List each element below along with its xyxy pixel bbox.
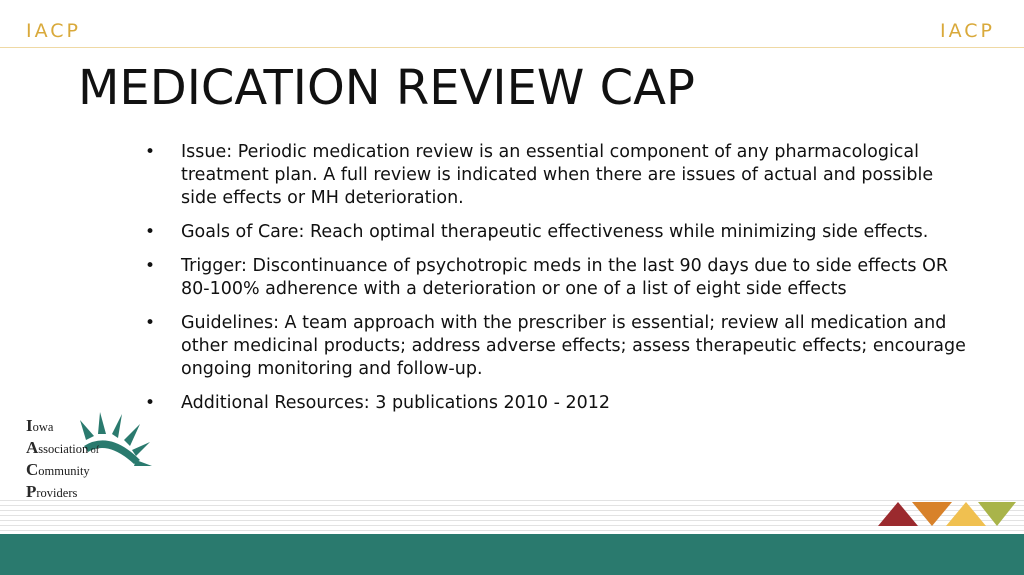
logo-word-small: of <box>88 444 100 456</box>
bullet-guidelines <box>140 312 970 381</box>
organization-name <box>26 416 99 503</box>
bullet-marker: • <box>145 222 156 242</box>
triangle-orange <box>912 502 952 526</box>
bullet-marker: • <box>145 313 156 333</box>
logo-word: ommunity <box>38 464 90 478</box>
footer-stripes <box>0 500 1024 534</box>
bullet-text: Issue: Periodic medication review is an essential component of any pharmacological treatment plan. A full review is indicated when there are issues of actual and possible side effects or MH deterioration. <box>181 142 934 208</box>
decorative-triangles-icon <box>876 502 1016 526</box>
logo-line-community <box>26 460 99 482</box>
logo-line-iowa <box>26 416 99 438</box>
triangle-red <box>878 502 918 526</box>
logo-line-association <box>26 438 99 461</box>
slide-title: MEDICATION REVIEW CAP <box>78 60 695 116</box>
triangle-yellow <box>946 502 986 526</box>
bullet-trigger <box>140 255 970 301</box>
brand-logo-right: IACP <box>940 20 995 42</box>
footer-band <box>0 534 1024 575</box>
header-divider <box>0 47 1024 48</box>
bullet-marker: • <box>145 393 156 413</box>
logo-initial: A <box>26 437 39 457</box>
bullet-text: Goals of Care: Reach optimal therapeutic effectiveness while minimizing side effects. <box>181 222 929 242</box>
bullet-list <box>140 141 970 426</box>
bullet-goals-of-care <box>140 221 970 244</box>
triangle-green <box>978 502 1016 526</box>
bullet-text: Additional Resources: 3 publications 2010 - 2012 <box>181 393 611 413</box>
bullet-issue <box>140 141 970 210</box>
bullet-text: Guidelines: A team approach with the prescriber is essential; review all medication and other medicinal products; address adverse effects; assess therapeutic effects; encourage ongoing monitoring and follow-up. <box>181 313 966 379</box>
logo-word: ssociation <box>38 441 89 456</box>
bullet-marker: • <box>145 142 156 162</box>
logo-word: roviders <box>36 485 78 500</box>
brand-logo-left: IACP <box>26 20 81 42</box>
logo-initial: I <box>26 416 33 435</box>
logo-word: owa <box>32 420 54 434</box>
logo-initial: C <box>26 460 39 479</box>
logo-initial: P <box>26 481 37 501</box>
bullet-additional-resources <box>140 392 970 415</box>
bullet-text: Trigger: Discontinuance of psychotropic meds in the last 90 days due to side effects OR 80-100% adherence with a deterioration or one of a list of eight side effects <box>181 256 949 299</box>
bullet-marker: • <box>145 256 156 276</box>
